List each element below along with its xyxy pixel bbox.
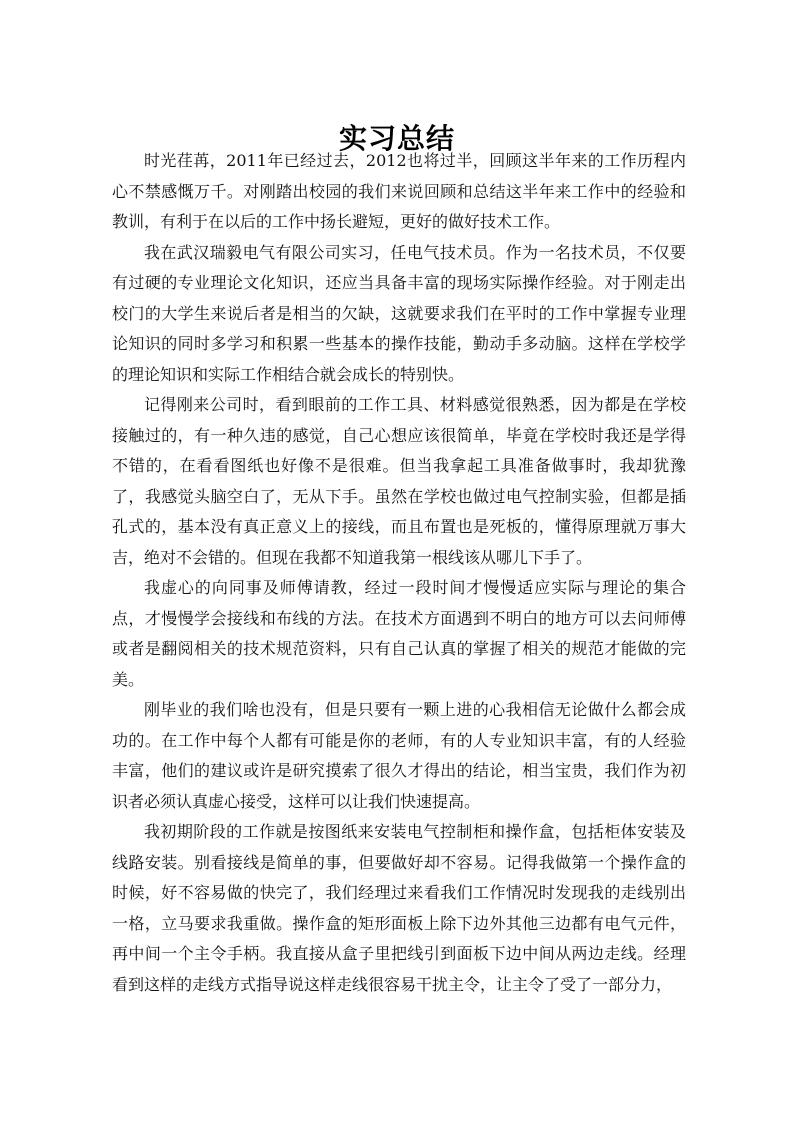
document-body	[112, 146, 686, 1000]
paragraph-6: 我初期阶段的工作就是按图纸来安装电气控制柜和操作盒，包括柜体安装及线路安装。别看接线是简单的事，但要做好却不容易。记得我做第一个操作盒的时候，好不容易做的快完了，我们经理过来看我们工作情况时发现我的走线别出一格，立马要求我重做。操作盒的矩形面板上除下边外其他三边都有电气元件，再中间一个主令手柄。我直接从盒子里把线引到面板下边中间从两边走线。经理看到这样的走线方式指导说这样走线很容易干扰主令，让主令了受了一部分力，	[112, 822, 686, 994]
paragraph-3: 记得刚来公司时，看到眼前的工作工具、材料感觉很熟悉，因为都是在学校接触过的，有一种久违的感觉，自己心想应该很简单，毕竟在学校时我还是学得不错的，在看看图纸也好像不是很难。但当我拿起工具准备做事时，我却犹豫了，我感觉头脑空白了，无从下手。虽然在学校也做过电气控制实验，但都是插孔式的，基本没有真正意义上的接线，而且布置也是死板的，懂得原理就万事大吉，绝对不会错的。但现在我都不知道我第一根线该从哪儿下手了。	[112, 395, 686, 567]
paragraph-1: 时光荏苒，2011年已经过去，2012也将过半，回顾这半年来的工作历程内心不禁感慨万千。对刚踏出校园的我们来说回顾和总结这半年来工作中的经验和教训，有利于在以后的工作中扬长避短，更好的做好技术工作。	[112, 151, 686, 231]
document-title: 实习总结	[338, 121, 455, 155]
paragraph-4: 我虚心的向同事及师傅请教，经过一段时间才慢慢适应实际与理论的集合点，才慢慢学会接线和布线的方法。在技术方面遇到不明白的地方可以去问师傅或者是翻阅相关的技术规范资料，只有自己认真的掌握了相关的规范才能做的完美。	[112, 578, 686, 689]
paragraph-2: 我在武汉瑞毅电气有限公司实习，任电气技术员。作为一名技术员，不仅要有过硬的专业理论文化知识，还应当具备丰富的现场实际操作经验。对于刚走出校门的大学生来说后者是相当的欠缺，这就要求我们在平时的工作中掌握专业理论知识的同时多学习和积累一些基本的操作技能，勤动手多动脑。这样在学校学的理论知识和实际工作相结合就会成长的特别快。	[112, 242, 686, 384]
paragraph-5: 刚毕业的我们啥也没有，但是只要有一颗上进的心我相信无论做什么都会成功的。在工作中每个人都有可能是你的老师，有的人专业知识丰富，有的人经验丰富，他们的建议或许是研究摸索了很久才得出的结论，相当宝贵，我们作为初识者必须认真虚心接受，这样可以让我们快速提高。	[112, 700, 686, 811]
